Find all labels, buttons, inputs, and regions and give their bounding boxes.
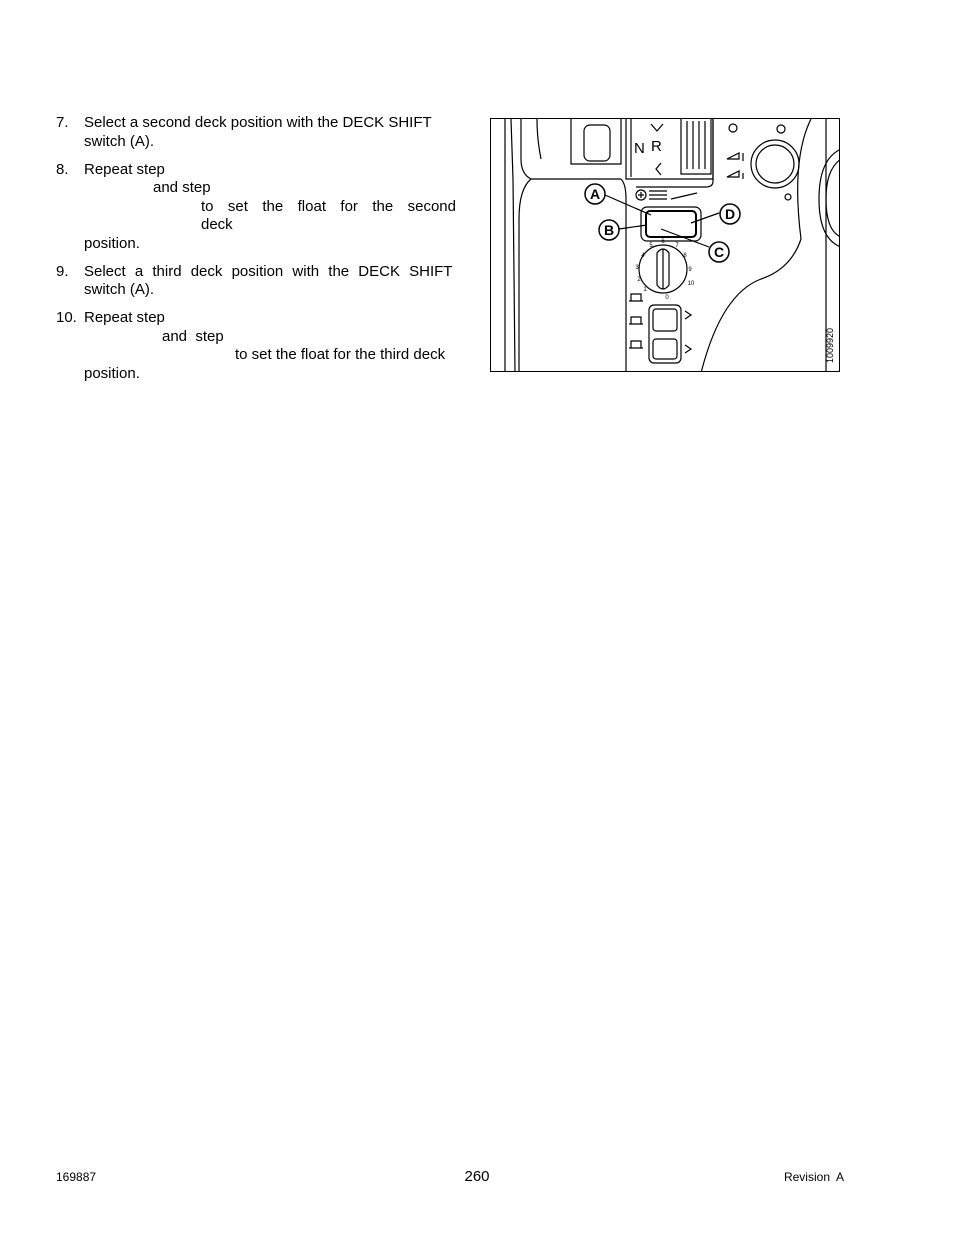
dial-mark: 0 xyxy=(665,295,669,301)
dial-mark: 3 xyxy=(635,265,639,271)
step-text-line: to set the float for the third deck xyxy=(235,346,446,363)
callout-label: A xyxy=(589,186,601,202)
callout-label: D xyxy=(724,206,736,222)
dial-scale xyxy=(635,239,695,301)
step-number: 10. xyxy=(56,309,77,326)
step-8 xyxy=(56,161,456,254)
dial-mark: 5 xyxy=(649,243,653,249)
document-number: 169887 xyxy=(56,1170,97,1184)
step-number: 7. xyxy=(56,114,69,131)
step-text-line: Select a third deck position with the DECK SHIFT xyxy=(84,262,453,280)
step-text-line: and step xyxy=(153,179,211,196)
svg-text:R: R xyxy=(651,138,662,155)
dial-mark: 8 xyxy=(683,253,687,259)
console-line-drawing xyxy=(491,119,840,372)
callout-b xyxy=(599,220,619,240)
dial-mark: 10 xyxy=(687,281,695,287)
console-illustration xyxy=(490,118,840,372)
step-text-line: and step xyxy=(162,327,224,345)
step-text-line: Repeat step xyxy=(84,160,165,178)
instruction-steps xyxy=(56,114,456,393)
callout-d xyxy=(720,204,740,224)
step-text-line: Repeat step xyxy=(84,309,165,326)
step-9 xyxy=(56,263,456,300)
step-number: 8. xyxy=(56,160,69,178)
dial-mark: 6 xyxy=(661,239,665,245)
callout-label: C xyxy=(713,244,725,260)
step-text-line: position. xyxy=(84,364,140,382)
step-text-line: switch (A). xyxy=(84,132,155,150)
dial-mark: 1 xyxy=(643,287,647,293)
step-10 xyxy=(56,309,456,383)
step-number: 9. xyxy=(56,262,69,280)
callout-c xyxy=(709,242,729,262)
dial-mark: 7 xyxy=(675,243,679,249)
callout-a xyxy=(585,184,605,204)
step-text-line: Select a second deck position with the DECK SHIFT xyxy=(84,114,432,131)
dial-mark: 4 xyxy=(641,253,645,259)
page-number: 260 xyxy=(464,1168,490,1185)
callout-label: B xyxy=(603,222,615,238)
step-text-line: switch (A). xyxy=(84,281,155,298)
svg-text:N: N xyxy=(634,140,645,157)
figure-number: 1009920 xyxy=(825,327,835,363)
dial-mark: 9 xyxy=(688,267,692,273)
dial-mark: 2 xyxy=(637,277,641,283)
revision-label: Revision A xyxy=(783,1170,844,1184)
step-7 xyxy=(56,114,456,151)
step-text-line: to set the float for the second deck xyxy=(201,197,456,233)
step-text-line: position. xyxy=(84,234,140,252)
